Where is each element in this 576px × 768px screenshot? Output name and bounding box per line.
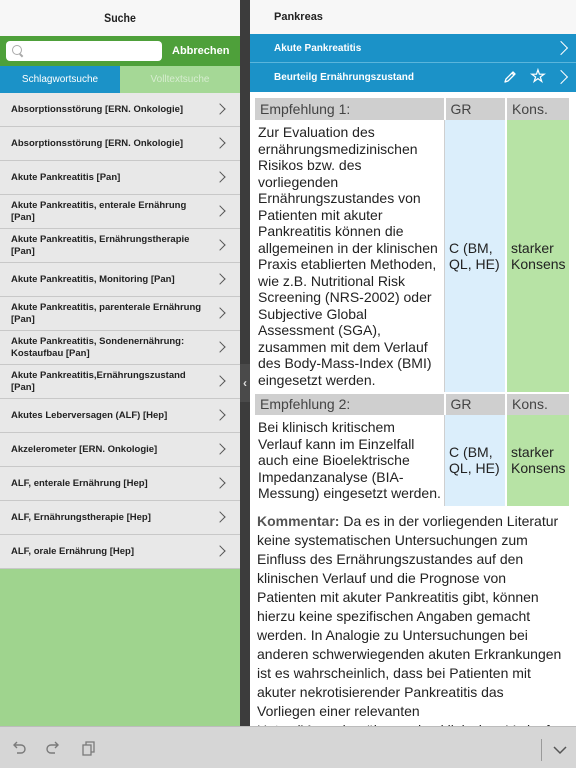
commentary-label: Kommentar: bbox=[257, 512, 340, 529]
recommendation-text: Zur Evaluation des ernährungsmedizinischen Risikos bzw. des vorliegenden Ernährungszustandes von Patienten mit akuter Pankreatitis können die allgemeinen in der klinischen Praxis etablierten Methoden, wie z.B. Nutritional Risk Screening (NRS-2002) oder Subjective Global Assessment (SGA), zusammen mit dem Verlauf des Body-Mass-Index (BMI) eingesetzt werden. bbox=[255, 120, 445, 393]
list-item-label: Akute Pankreatitis, Ernährungstherapie [Pan] bbox=[11, 233, 190, 257]
table-row bbox=[255, 120, 570, 393]
list-item[interactable] bbox=[0, 229, 240, 263]
split-divider[interactable] bbox=[240, 0, 250, 726]
collapse-panel-button[interactable] bbox=[240, 364, 250, 402]
copy-icon[interactable] bbox=[80, 739, 98, 757]
chevron-right-icon bbox=[214, 375, 225, 386]
chevron-right-icon bbox=[214, 137, 225, 148]
chevron-right-icon bbox=[214, 477, 225, 488]
list-item-label: Akutes Leberversagen (ALF) [Hep] bbox=[11, 409, 168, 421]
star-icon[interactable]: ☆ bbox=[529, 66, 546, 86]
chevron-right-icon bbox=[214, 273, 225, 284]
chevron-right-icon bbox=[214, 239, 225, 250]
commentary-body: Da es in der vorliegenden Literatur keine systematischen Untersuchungen zum Einfluss des Ernährungszustandes auf den klinischen Verlauf und die Prognose von Patienten mit akuter Pankreatitis gibt, können hierzu keine spezifischen Angaben gemacht werden. In Analogie zu Untersuchungen bei anderen schwerwiegenden akuten Erkrankungen ist es wahrscheinlich, dass bei Patienten mit akuter nekrotisierender Pankreatitis das Vorliegen einer relevanten bbox=[257, 512, 562, 719]
list-item-label: Akute Pankreatitis [Pan] bbox=[11, 171, 121, 183]
header-gr: GR bbox=[445, 98, 507, 120]
list-item[interactable] bbox=[0, 501, 240, 535]
search-panel bbox=[0, 0, 240, 726]
header-kons: Kons. bbox=[506, 98, 570, 120]
search-field[interactable] bbox=[6, 41, 162, 61]
list-item-label: Akute Pankreatitis, Monitoring [Pan] bbox=[11, 273, 175, 285]
nav-row-akute-pankreatitis[interactable] bbox=[250, 34, 576, 63]
redo-icon[interactable] bbox=[44, 739, 62, 757]
grade-value: C (BM, QL, HE) bbox=[445, 415, 507, 507]
detail-panel-title: Pankreas bbox=[274, 11, 323, 23]
search-icon bbox=[12, 45, 24, 57]
commentary-text bbox=[255, 508, 571, 759]
list-item[interactable] bbox=[0, 93, 240, 127]
consensus-value: starker Konsens bbox=[506, 120, 570, 393]
keyboard-hide-icon[interactable] bbox=[551, 741, 569, 759]
tab-schlagwortsuche[interactable]: Schlagwortsuche bbox=[0, 66, 120, 93]
recommendation-text: Bei klinisch kritischem Verlauf kann im Einzelfall auch eine Bioelektrische Impedanzanalyse (BIA-Messung) eingesetzt werden. bbox=[255, 415, 445, 507]
list-item-label: Akute Pankreatitis, parenterale Ernährung [Pan] bbox=[11, 301, 202, 325]
chevron-left-icon: ‹ bbox=[243, 376, 247, 390]
chevron-right-icon bbox=[214, 545, 225, 556]
table-row bbox=[255, 415, 570, 507]
recommendation-table bbox=[255, 98, 571, 508]
keyboard-toolbar bbox=[0, 726, 576, 768]
chevron-right-icon bbox=[214, 171, 225, 182]
header-empfehlung-2: Empfehlung 2: bbox=[255, 393, 445, 415]
list-item-label: Akzelerometer [ERN. Onkologie] bbox=[11, 443, 158, 455]
chevron-right-icon bbox=[214, 341, 225, 352]
list-item[interactable] bbox=[0, 127, 240, 161]
list-item[interactable] bbox=[0, 161, 240, 195]
list-item[interactable] bbox=[0, 195, 240, 229]
list-item-label: ALF, enterale Ernährung [Hep] bbox=[11, 477, 148, 489]
chevron-right-icon bbox=[214, 103, 225, 114]
cancel-button[interactable]: Abbrechen bbox=[172, 45, 230, 57]
list-item[interactable] bbox=[0, 331, 240, 365]
search-input[interactable] bbox=[28, 45, 158, 57]
chevron-right-icon bbox=[214, 409, 225, 420]
toolbar-separator bbox=[541, 739, 542, 761]
header-kons: Kons. bbox=[506, 393, 570, 415]
table-header-row bbox=[255, 393, 570, 415]
list-item-label: ALF, orale Ernährung [Hep] bbox=[11, 545, 134, 557]
search-panel-header bbox=[0, 0, 240, 36]
list-item-label: Absorptionsstörung [ERN. Onkologie] bbox=[11, 137, 184, 149]
nav-row-beurteilung[interactable] bbox=[250, 63, 576, 92]
list-item-label: Akute Pankreatitis, enterale Ernährung [Pan] bbox=[11, 199, 187, 223]
recommendation-content bbox=[250, 92, 576, 759]
keyword-results-list bbox=[0, 93, 240, 569]
header-empfehlung-1: Empfehlung 1: bbox=[255, 98, 445, 120]
list-item[interactable] bbox=[0, 433, 240, 467]
chevron-right-icon bbox=[554, 41, 568, 55]
consensus-value: starker Konsens bbox=[506, 415, 570, 507]
list-item-label: Absorptionsstörung [ERN. Onkologie] bbox=[11, 103, 184, 115]
list-item-label: ALF, Ernährungstherapie [Hep] bbox=[11, 511, 151, 523]
header-gr: GR bbox=[445, 393, 507, 415]
list-item-label: Akute Pankreatitis,Ernährungszustand [Pan] bbox=[11, 369, 186, 393]
pencil-icon[interactable] bbox=[502, 69, 518, 85]
detail-panel-header bbox=[250, 0, 576, 34]
tab-volltextsuche[interactable]: Volltextsuche bbox=[120, 66, 240, 93]
list-item[interactable] bbox=[0, 263, 240, 297]
list-item[interactable] bbox=[0, 297, 240, 331]
chevron-right-icon bbox=[214, 307, 225, 318]
chevron-right-icon bbox=[214, 511, 225, 522]
search-mode-segmented-control bbox=[0, 66, 240, 93]
nav-row-label: Beurteilg Ernährungszustand bbox=[274, 72, 415, 83]
chevron-right-icon bbox=[554, 70, 568, 84]
list-item[interactable] bbox=[0, 467, 240, 501]
search-panel-title: Suche bbox=[104, 11, 136, 25]
nav-row-label: Akute Pankreatitis bbox=[274, 42, 362, 54]
list-item[interactable] bbox=[0, 365, 240, 399]
grade-value: C (BM, QL, HE) bbox=[445, 120, 507, 393]
chevron-right-icon bbox=[214, 443, 225, 454]
list-item[interactable] bbox=[0, 399, 240, 433]
detail-panel bbox=[250, 0, 576, 726]
undo-icon[interactable] bbox=[10, 739, 28, 757]
chevron-right-icon bbox=[214, 205, 225, 216]
list-item-label: Akute Pankreatitis, Sondenernährung: Kostaufbau [Pan] bbox=[11, 335, 185, 359]
search-bar bbox=[0, 36, 240, 66]
list-item[interactable] bbox=[0, 535, 240, 569]
table-header-row bbox=[255, 98, 570, 120]
